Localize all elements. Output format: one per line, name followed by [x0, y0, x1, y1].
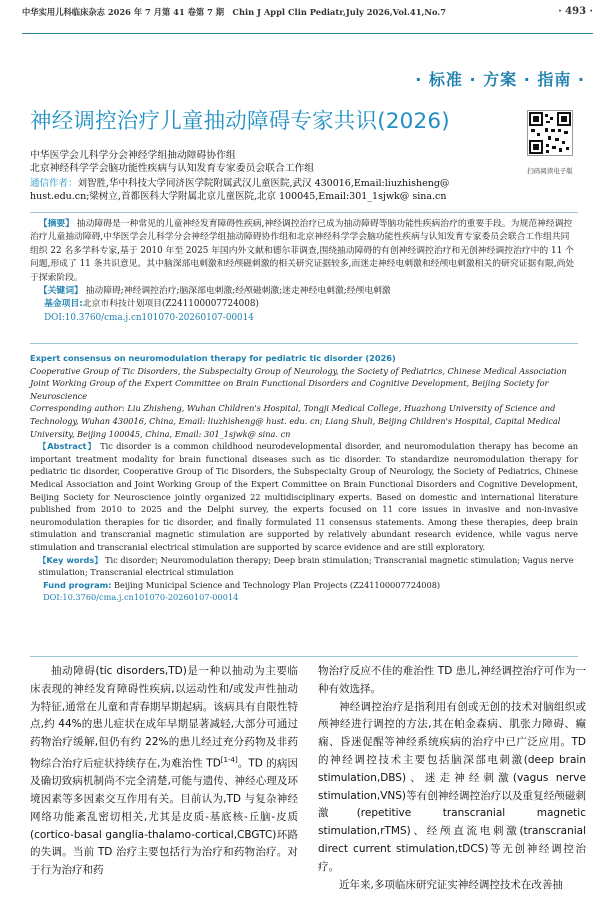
divider — [30, 343, 578, 344]
divider — [30, 212, 578, 213]
abstract-text: 抽动障碍是一种常见的儿童神经发育障碍性疾病,神经调控治疗已成为抽动障碍等脑功能性疾病治疗的重要手段。为规范神经调控治疗儿童抽动障碍,中华医学会儿科学分会神经学组抽动障碍协作组和北京神经科学学会脑功能性疾病与认知发育专家委员会联合工作组共同组织 22 名多学科专家,基于 2010 年至 2025 年国内外文献和德尔菲调查,围绕抽动障碍的有创神经调控治疗和无创神经调控治疗中的 11 个问题,形成了 11 条共识意见。其中脑深部电刺激和经颅磁刺激的相关研究证据较多,而迷走神经电刺激和经颅电刺激相关的研究证据有限,尚处于探索阶段。 — [30, 219, 575, 283]
author-group-2: 北京神经科学学会脑功能性疾病与认知发育专家委员会联合工作组 — [30, 163, 315, 174]
english-correspondence: Corresponding author: Liu Zhisheng, Wuhan Children's Hospital, Tongji Medical College, Huazhong University of Science and Technology, Wuhan 430016, China, Email: liuzhisheng@ hust. edu. cn; Liang Shuli, Beijing Children's Hospital, Capital Medical University, Beijing 100045, China, Email: 301_1sjwk@ sina. cn — [30, 403, 561, 439]
qr-code-icon[interactable] — [527, 110, 573, 156]
keywords-text: 抽动障碍;神经调控治疗;脑深部电刺激;经颅磁刺激;迷走神经电刺激;经颅电刺激 — [85, 286, 391, 297]
correspondence — [30, 178, 500, 203]
correspondence-label: 通信作者： — [30, 178, 78, 189]
english-fund: Beijing Municipal Science and Technology Plan Projects (Z241100007724008) — [114, 579, 441, 590]
chinese-abstract — [30, 218, 578, 325]
english-title: Expert consensus on neuromodulation therapy for pediatric tic disorder (2026) — [30, 353, 396, 363]
journal-citation: 中华实用儿科临床杂志 2026 年 7 月第 41 卷第 7 期 Chin J Appl Clin Pediatr,July 2026,Vol.41,No.7 — [22, 7, 447, 17]
section-label: · 标准 · 方案 · 指南 · — [415, 70, 585, 89]
body-column-right — [318, 663, 586, 894]
english-keywords-label: 【Key words】 — [38, 554, 103, 565]
english-authors-1: Cooperative Group of Tic Disorders, the Subspecialty Group of Neurology, the Society of Pediatrics, Chinese Medical Association — [30, 365, 567, 376]
abstract-label: 【摘要】 — [38, 219, 74, 229]
body-column-left — [30, 663, 298, 880]
header-rule — [22, 33, 593, 34]
running-header — [22, 6, 593, 18]
author-group-1: 中华医学会儿科学分会神经学组抽动障碍协作组 — [30, 150, 236, 161]
keywords-label: 【关键词】 — [38, 286, 83, 297]
english-fund-label: Fund program: — [43, 579, 112, 590]
english-authors-2: Joint Working Group of the Expert Committee on Brain Functional Disorders and Cognitive Development, Beijing Society for Neuroscience — [30, 378, 549, 401]
english-abstract — [30, 352, 578, 604]
body-paragraph: 近年来,多项临床研究证实神经调控技术在改善抽 — [339, 878, 563, 891]
correspondence-text-2: hust.edu.cn;梁树立,首都医科大学附属北京儿童医院,北京 100045,Email:301_1sjwk@ sina.cn — [30, 190, 447, 202]
body-paragraph: 神经调控治疗是指利用有创或无创的技术对脑组织或颅神经进行调控的方法,其在帕金森病、肌张力障碍、癫痫、昏迷促醒等神经系统疾病的治疗中已广泛应用。TD 的神经调控技术主要包括脑深部电刺激(deep brain stimulation,DBS)、迷走神经刺激(vagus nerve stimulation,VNS)等有创神经调控治疗以及重复经颅磁刺激(repetitive transcranial magnetic stimulation,rTMS)、经颅直流电刺激(transcranial direct current stimulation,tDCS)等无创神经调控治疗。 — [318, 700, 586, 873]
body-paragraph: 物治疗反应不佳的难治性 TD 患儿,神经调控治疗可作为一种有效选择。 — [318, 665, 586, 695]
page-number: · 493 · — [558, 6, 593, 17]
fund-text: 北京市科技计划项目(Z241100007724008) — [82, 299, 259, 310]
body-paragraph: 抽动障碍(tic disorders,TD)是一种以抽动为主要临床表现的神经发育障碍性疾病,以运动性和/或发声性抽动为特征,通常在儿童和青春期早期起病。该病具有自限性特点,约 44%的患儿症状在成年早期显著减轻,大部分可通过药物治疗缓解,但仍有约 22%的患儿经过充分药物及非药物综合治疗后症状持续存在,为难治性 TD — [30, 665, 298, 770]
english-abstract-label: 【Abstract】 — [38, 441, 97, 452]
fund-label: 基金项目: — [44, 299, 83, 310]
citation-ref[interactable]: [1-4] — [220, 755, 238, 764]
body-paragraph: 。TD 的病因及确切致病机制尚不完全清楚,可能与遗传、神经心理及环境因素等多因素交互作用有关。目前认为,TD 与复杂神经网络功能紊乱密切相关,尤其是皮质-基底核-丘脑-皮质(cortico-basal ganglia-thalamo-cortical,CBGTC)环路的失调。当前 TD 治疗主要包括行为治疗和药物治疗。对于行为治疗和药 — [30, 757, 298, 877]
english-keywords: Tic disorder; Neuromodulation therapy; Deep brain stimulation; Transcranial magnetic stimulation; Vagus nerve stimulation; Transcranial electrical stimulation — [38, 554, 574, 578]
qr-caption: 扫码阅读电子版 — [527, 167, 573, 175]
divider — [30, 656, 578, 657]
correspondence-text-1: 刘智胜,华中科技大学同济医学院附属武汉儿童医院,武汉 430016,Email:liuzhisheng@ — [77, 178, 450, 189]
doi-cn[interactable]: DOI:10.3760/cma.j.cn101070-20260107-00014 — [44, 312, 254, 323]
article-title: 神经调控治疗儿童抽动障碍专家共识(2026) — [30, 109, 450, 134]
english-abstract-text: Tic disorder is a common childhood neurodevelopmental disorder, and neuromodulation therapy has become an important treatment modality for brain functional diseases such as tic disorder. To standardize neuromodulation therapy for pediatric tic disorder, Cooperative Group of Tic Disorders, the Subspecialty Group of Neurology, the Society of Pediatrics, Chinese Medical Association and Joint Working Group of the Expert Committee on Brain Functional Disorders and Cognitive Development, Beijing Society for Neuroscience jointly organized 22 multidisciplinary experts. Based on domestic and international literature published from 2010 to 2025 and the Delphi survey, the experts focused on 11 core issues in invasive and non-invasive neuromodulation therapies for tic disorder, and finally formulated 11 consensus statements. Among these therapies, deep brain stimulation and transcranial magnetic stimulation are supported by relatively abundant research evidence, while vagus nerve stimulation and transcranial electrical stimulation are supported by scarce evidence and are still exploratory. — [30, 441, 578, 552]
doi-en[interactable]: DOI:10.3760/cma.j.cn101070-20260107-00014 — [43, 592, 239, 603]
